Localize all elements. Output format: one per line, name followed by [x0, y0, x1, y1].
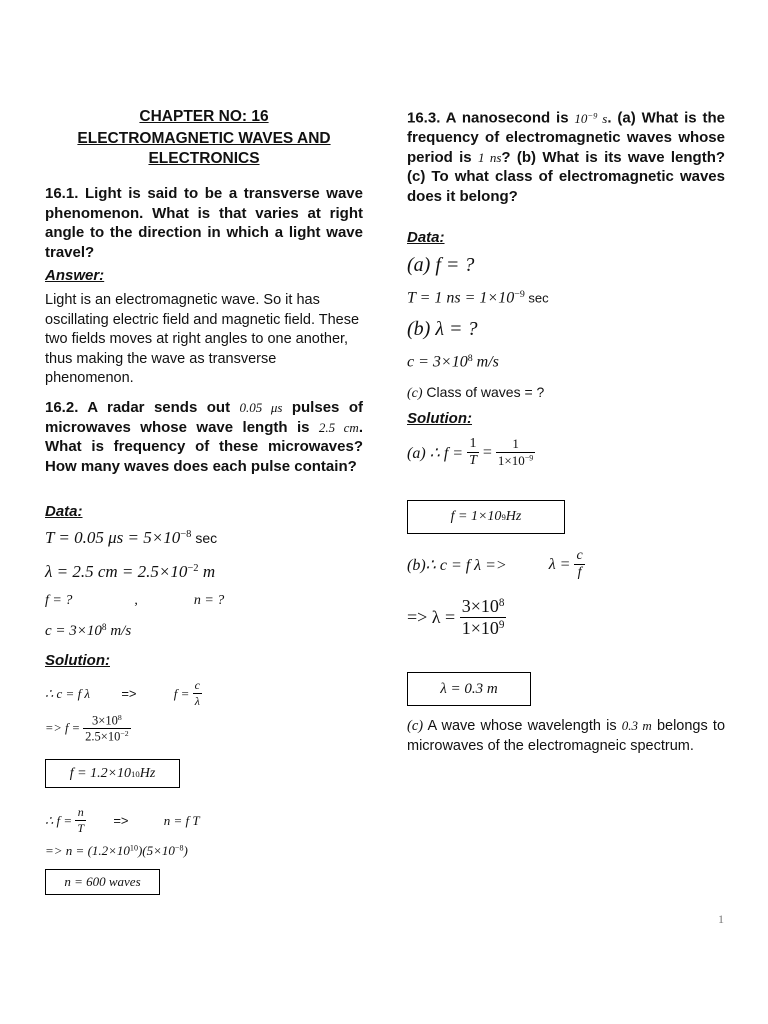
- chapter-title: [45, 129, 363, 169]
- q2-solution-step1: ∴ c = f λ => f = $\frac{c}{\lambda}$: [45, 678, 200, 708]
- q3-solution-label: Solution:: [407, 410, 472, 427]
- q3-solution-step1: (a) ∴ f = $\frac{1}{T}$ = $\frac{1}{1\times 10^{-9}}$: [407, 436, 534, 468]
- q3-result-frequency-box: f = 1×10 9 Hz: [407, 500, 565, 534]
- q2-text-c: . What is frequency of these microwaves? How many waves does each pulse contain?: [45, 418, 363, 475]
- q3-math-2: 1 ns: [477, 149, 502, 165]
- q2-solution-label: Solution:: [45, 652, 110, 669]
- q2-data-period: T = 0.05 $\mu s = 5\times 10^{-8}$ sec: [45, 528, 218, 547]
- answer-label: Answer:: [45, 267, 105, 284]
- q2-math-2: 2.5 cm: [318, 419, 359, 435]
- answer-text: Light is an electromagnetic wave. So it has oscillating electric field and magnetic field. These two fields moves at right angles to one another, thus making the wave as transverse phenomenon.: [45, 292, 360, 386]
- q2-result-waves-box: n = 600 waves: [45, 869, 160, 895]
- question-16-3: 16.3. A nanosecond is $10^{-9}$ s. (a) What is the frequency of electromagnetic waves whose period is 1 ns? (b) What is its wave length? (c) To what class of electromagnetic waves does it belong?: [407, 109, 726, 205]
- q3-math-1: 10: [574, 110, 588, 126]
- q2-data-label: Data:: [45, 503, 83, 520]
- q3-data-wavelength: (b) λ = ?: [407, 318, 478, 340]
- chapter-title-line1: ELECTROMAGNETIC WAVES AND: [77, 130, 331, 147]
- q3-data-period: T = 1 ns = $1\times 10^{-9}$ sec: [407, 289, 549, 307]
- q3-answer-c: (c) A wave whose wavelength is 0.3 m belongs to microwaves of the electromagneic spectrum.: [407, 718, 726, 754]
- q3-text-a: 16.3. A nanosecond is: [407, 109, 569, 127]
- q2-solution-step2: => f = $\frac{3\times 10^8}{2.5\times 10^{-2}}$: [45, 713, 129, 744]
- q2-result-frequency-box: f = 1.2×10 10 Hz: [45, 759, 180, 788]
- question-16-2: [45, 398, 363, 476]
- q3-data-speed: $c = 3\times 10^8$ m/s: [407, 353, 499, 371]
- q2-math-1: 0.05 μs: [239, 400, 283, 415]
- q2-text-a: 16.2. A radar sends out: [45, 399, 231, 416]
- q3-text-b: . (a) What is the frequency of electromagnetic waves whose period is: [407, 109, 725, 166]
- q2-data-wavelength: λ = 2.5 cm = $2.5\times 10^{-2}$ m: [45, 562, 216, 581]
- q3-data-class: (c) Class of waves = ?: [407, 384, 545, 401]
- q2-data-speed: $c = 3\times 10^8$ m/s: [45, 623, 132, 640]
- q2-solution-step4: => $n = (1.2\times 10^{10})(5\times 10^{-8})$: [45, 843, 188, 858]
- q3-result-wavelength-box: λ = 0.3 m: [407, 672, 531, 706]
- q2-text-b: pulses of microwaves whose wave length is: [45, 399, 363, 436]
- question-16-1: 16.1. Light is said to be a transverse wave phenomenon. What is that varies at right angle to the direction in which a light wave travel?: [45, 185, 363, 261]
- q3-solution-step3: => λ = $\frac{3\times 10^8}{1\times 10^9}$: [407, 596, 505, 638]
- page-number: 1: [718, 912, 724, 926]
- q3-solution-step2: (b)∴ c = f λ => λ = $\frac{c}{f}$: [407, 548, 583, 580]
- chapter-number: CHAPTER NO: 16: [139, 108, 269, 125]
- q3-text-c: ? (b) What is its wave length? (c) To what class of electromagnetic waves does it belong?: [407, 148, 726, 205]
- q3-data-frequency: (a) f = ?: [407, 254, 475, 276]
- q2-data-unknowns: f = ? , n = ?: [45, 593, 225, 608]
- chapter-title-line2: ELECTRONICS: [148, 150, 260, 167]
- q3-data-label: Data:: [407, 229, 445, 246]
- q2-solution-step3: ∴ f = $\frac{n}{T}$ => n = f T: [45, 805, 200, 835]
